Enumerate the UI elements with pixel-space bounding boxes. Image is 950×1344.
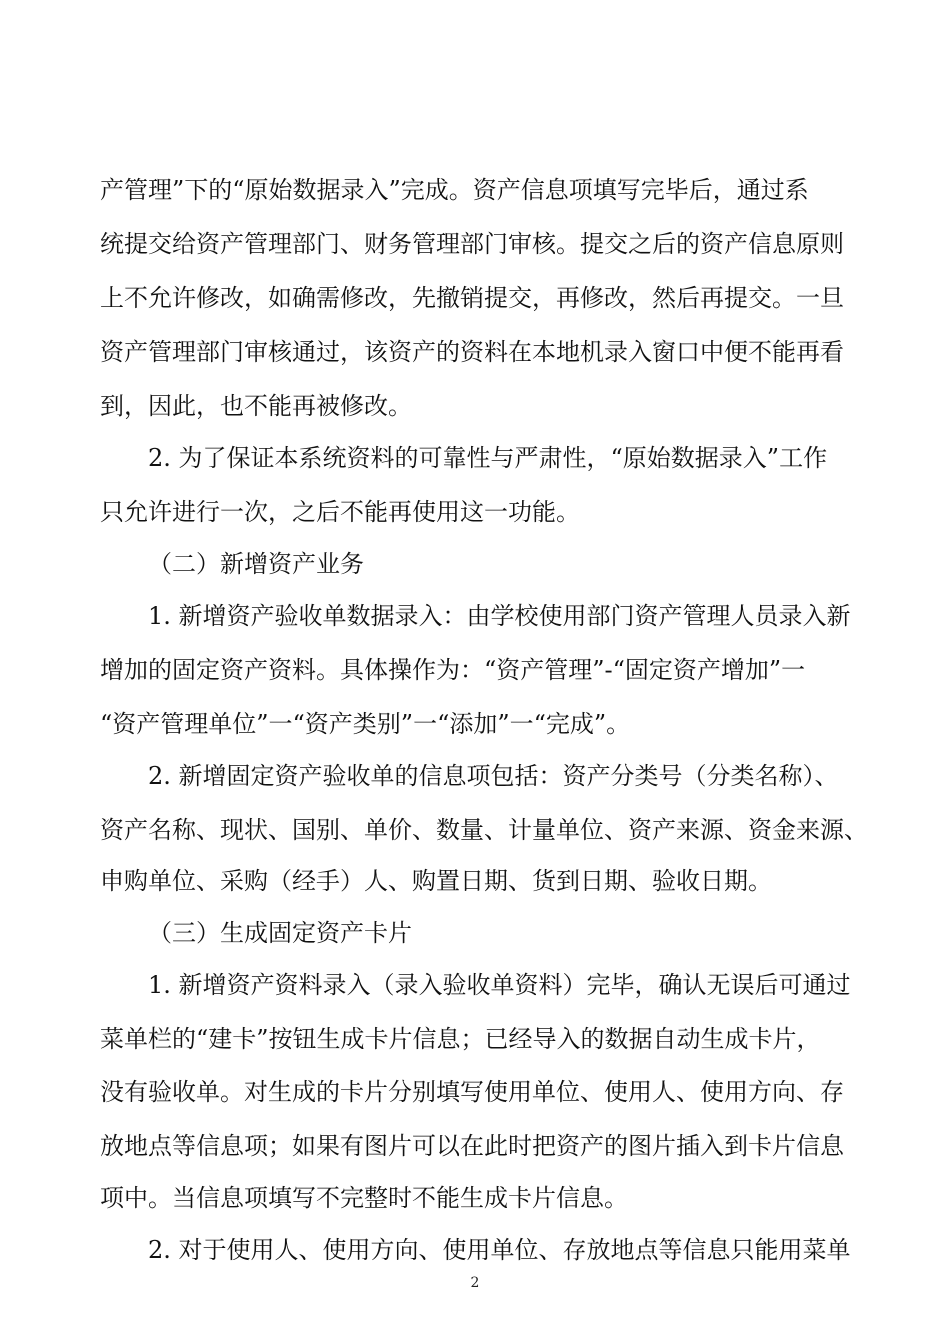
asset-cards-item-1-line-2: 菜单栏的“建卡”按钮生成卡片信息；已经导入的数据自动生成卡片， [100,1025,821,1053]
new-assets-item-2-line-1: 2. 新增固定资产验收单的信息项包括：资产分类号（分类名称）、 [148,762,839,790]
item-2-line-1: 2. 为了保证本系统资料的可靠性与严肃性，“原始数据录入”工作 [148,444,828,472]
asset-cards-item-1-line-4: 放地点等信息项；如果有图片可以在此时把资产的图片插入到卡片信息 [100,1132,844,1160]
new-assets-item-2-line-3: 申购单位、采购（经手）人、购置日期、货到日期、验收日期。 [100,867,772,895]
new-assets-item-1-line-2: 增加的固定资产资料。具体操作为：“资产管理”-“固定资产增加”一 [100,656,806,684]
new-assets-item-1-line-1: 1. 新增资产验收单数据录入：由学校使用部门资产管理人员录入新 [148,602,851,630]
section-heading-asset-cards: （三）生成固定资产卡片 [148,919,412,947]
asset-cards-item-1-line-3: 没有验收单。对生成的卡片分别填写使用单位、使用人、使用方向、存 [100,1078,844,1106]
page-number: 2 [470,1275,480,1291]
asset-cards-item-1-line-1: 1. 新增资产资料录入（录入验收单资料）完毕，确认无误后可通过 [148,971,851,999]
paragraph-line-5: 到，因此，也不能再被修改。 [100,392,412,420]
asset-cards-item-1-line-5: 项中。当信息项填写不完整时不能生成卡片信息。 [100,1184,628,1212]
item-2-line-2: 只允许进行一次，之后不能再使用这一功能。 [100,498,580,526]
paragraph-line-4: 资产管理部门审核通过，该资产的资料在本地机录入窗口中便不能再看 [100,338,844,366]
section-heading-new-assets: （二）新增资产业务 [148,550,364,578]
new-assets-item-1-line-3: “资产管理单位”一“资产类别”一“添加”一“完成”。 [100,710,631,738]
asset-cards-item-2-line-1: 2. 对于使用人、使用方向、使用单位、存放地点等信息只能用菜单 [148,1236,851,1264]
new-assets-item-2-line-2: 资产名称、现状、国别、单价、数量、计量单位、资产来源、资金来源、 [100,816,868,844]
paragraph-line-3: 上不允许修改，如确需修改，先撤销提交，再修改，然后再提交。一旦 [100,284,844,312]
paragraph-line-1: 产管理”下的“原始数据录入”完成。资产信息项填写完毕后，通过系 [100,176,809,204]
paragraph-line-2: 统提交给资产管理部门、财务管理部门审核。提交之后的资产信息原则 [100,230,844,258]
